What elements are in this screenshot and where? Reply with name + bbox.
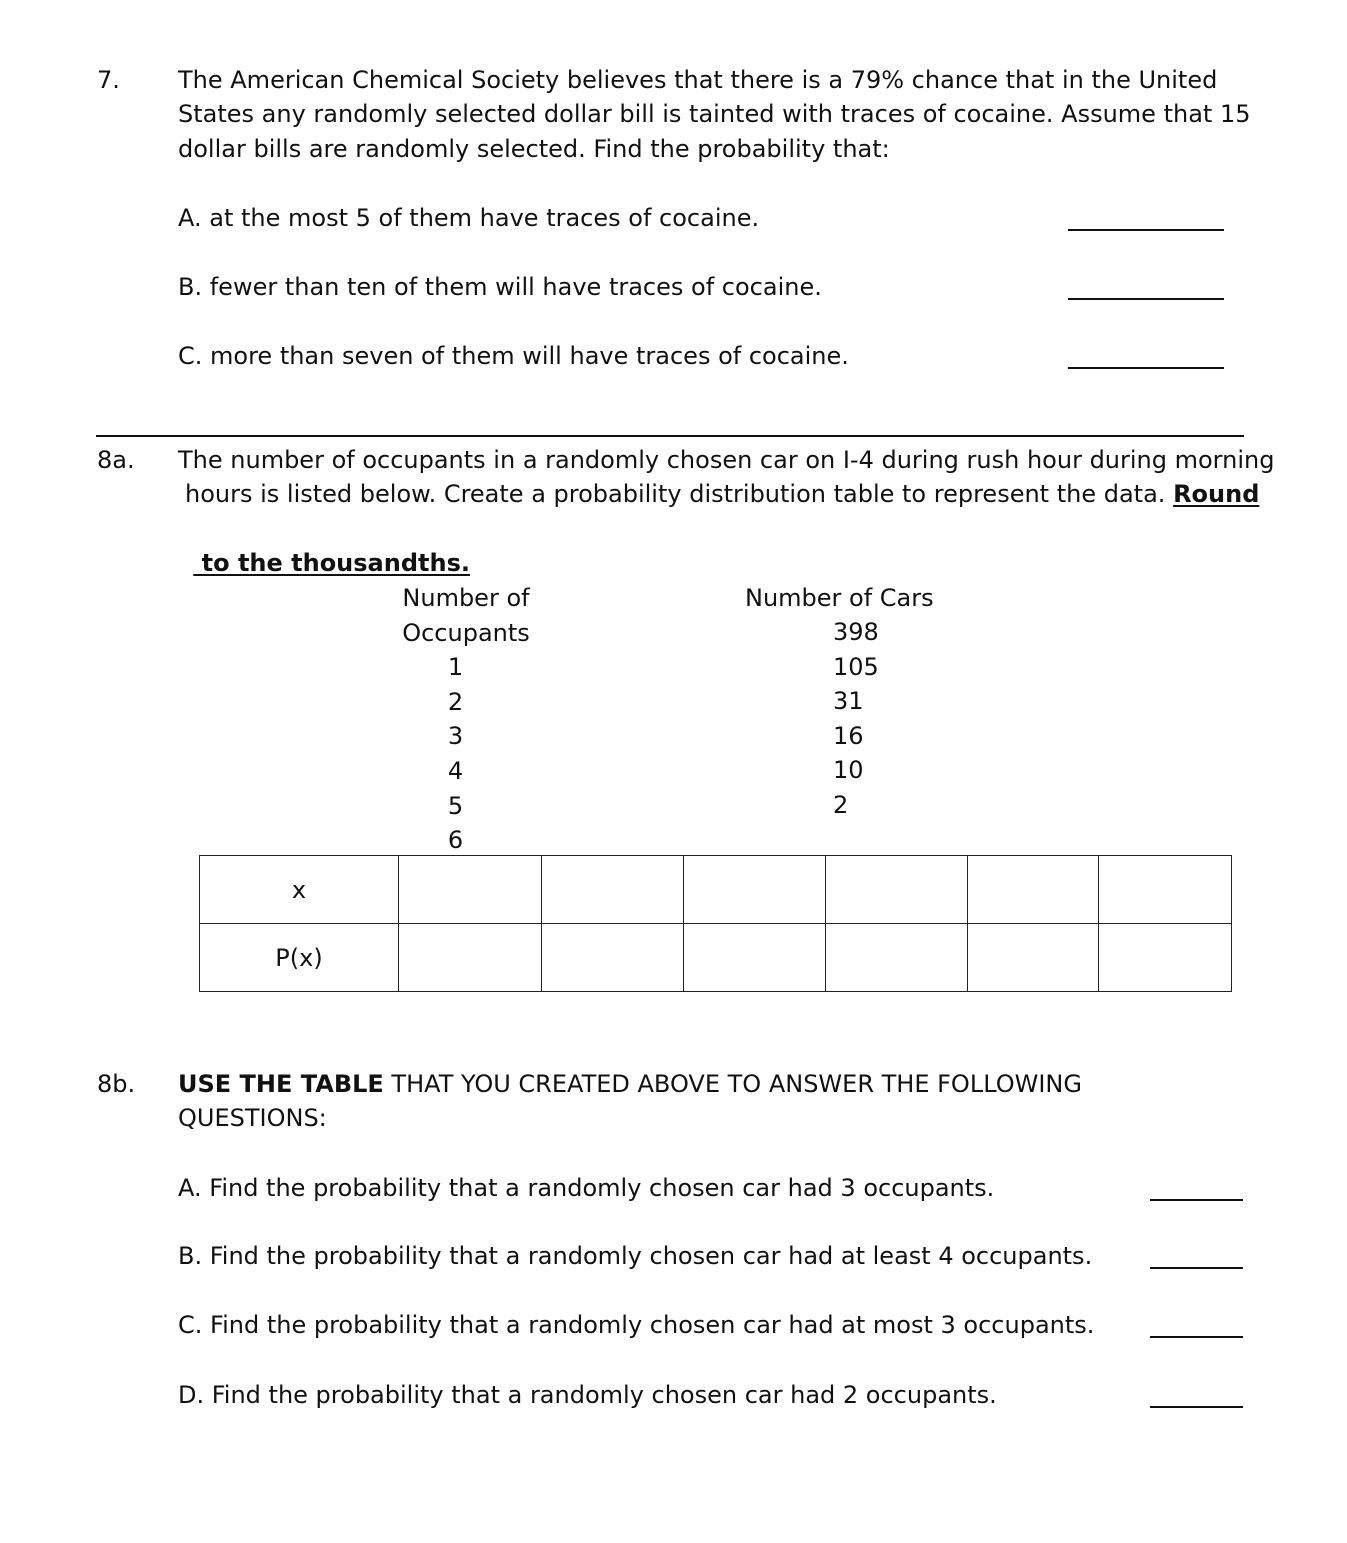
table-x-label: x: [200, 856, 399, 924]
occupants-value: 4: [447, 756, 464, 785]
q8b-part-c: C. Find the probability that a randomly chosen car had at most 3 occupants.: [178, 1311, 1095, 1339]
q8b-heading-line-2: QUESTIONS:: [178, 1104, 327, 1132]
cars-value: 10: [833, 756, 864, 785]
q7-answer-blank-a[interactable]: [1068, 229, 1224, 231]
q8b-heading-line-1: [178, 1067, 1082, 1101]
probability-distribution-table: [199, 855, 1232, 992]
table-cell-px[interactable]: [968, 924, 1099, 992]
q7-number: 7.: [97, 66, 120, 94]
q7-answer-blank-c[interactable]: [1068, 367, 1224, 369]
q7-part-c: C. more than seven of them will have traces of cocaine.: [178, 342, 849, 370]
section-divider: [96, 435, 1244, 437]
q8b-part-a: A. Find the probability that a randomly chosen car had 3 occupants.: [178, 1174, 995, 1202]
q8a-round-instruction-end: to the thousandths.: [193, 549, 470, 577]
q7-answer-blank-b[interactable]: [1068, 298, 1224, 300]
table-row-x: [200, 856, 1232, 924]
q8b-part-b: B. Find the probability that a randomly chosen car had at least 4 occupants.: [178, 1242, 1093, 1270]
table-cell-px[interactable]: [399, 924, 542, 992]
cars-column: [833, 615, 879, 823]
q8b-answer-blank-b[interactable]: [1150, 1267, 1243, 1269]
q8b-answer-blank-a[interactable]: [1150, 1199, 1243, 1201]
q8b-heading-rest: THAT YOU CREATED ABOVE TO ANSWER THE FOLLOWING: [383, 1070, 1082, 1098]
q8a-round-instruction-start: Round: [1173, 480, 1260, 508]
table-cell-x[interactable]: [399, 856, 542, 924]
cars-header: Number of Cars: [745, 584, 934, 612]
cars-value: 16: [833, 721, 864, 750]
q8b-part-d: D. Find the probability that a randomly chosen car had 2 occupants.: [178, 1381, 997, 1409]
table-px-label: P(x): [200, 924, 399, 992]
occupants-header: Number of Occupants: [402, 584, 530, 647]
occupants-value: 3: [447, 722, 464, 751]
q8b-heading-bold: USE THE TABLE: [178, 1070, 384, 1098]
cars-value: 31: [833, 687, 864, 716]
occupants-value: 6: [447, 826, 464, 855]
q8a-text-line-2: [185, 477, 1259, 511]
table-cell-x[interactable]: [826, 856, 968, 924]
q8b-answer-blank-c[interactable]: [1150, 1336, 1243, 1338]
q8a-number: 8a.: [97, 446, 135, 474]
table-cell-px[interactable]: [826, 924, 968, 992]
q8b-number: 8b.: [97, 1070, 136, 1098]
occupants-value: 5: [447, 791, 464, 820]
occupants-value: 2: [447, 687, 464, 716]
table-row-px: [200, 924, 1232, 992]
q7-text-line-3: dollar bills are randomly selected. Find the probability that:: [178, 135, 890, 163]
q7-text-line-1: The American Chemical Society believes that there is a 79% chance that in the United: [178, 66, 1218, 94]
table-cell-x[interactable]: [684, 856, 826, 924]
occupants-value: 1: [447, 653, 464, 682]
table-cell-px[interactable]: [1099, 924, 1232, 992]
table-cell-px[interactable]: [684, 924, 826, 992]
cars-value: 105: [833, 652, 879, 681]
q8a-text-line-2-main: hours is listed below. Create a probability distribution table to represent the data.: [185, 480, 1166, 508]
cars-value: 398: [833, 618, 879, 646]
q7-text-line-2: States any randomly selected dollar bill is tainted with traces of cocaine. Assume that 15: [178, 100, 1251, 128]
q8a-text-line-1: The number of occupants in a randomly chosen car on I-4 during rush hour during morning: [178, 446, 1275, 474]
table-cell-x[interactable]: [542, 856, 684, 924]
table-cell-x[interactable]: [968, 856, 1099, 924]
occupants-column: [339, 581, 593, 858]
table-cell-x[interactable]: [1099, 856, 1232, 924]
q7-part-b: B. fewer than ten of them will have traces of cocaine.: [178, 273, 822, 301]
q8b-answer-blank-d[interactable]: [1150, 1406, 1243, 1408]
table-cell-px[interactable]: [542, 924, 684, 992]
cars-value: 2: [833, 790, 849, 819]
q7-part-a: A. at the most 5 of them have traces of cocaine.: [178, 204, 760, 232]
